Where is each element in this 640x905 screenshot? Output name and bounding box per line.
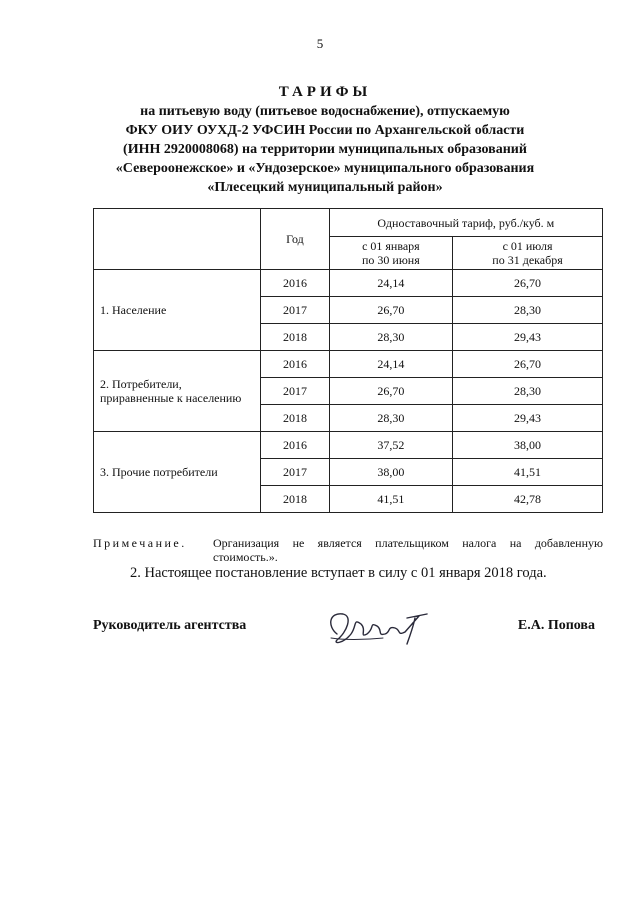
effective-date-clause: 2. Настоящее постановление вступает в силу с 01 января 2018 года.	[130, 565, 547, 581]
tariff-h2-cell: 26,70	[453, 351, 603, 378]
tariff-h2-cell: 26,70	[453, 270, 603, 297]
year-cell: 2016	[261, 270, 330, 297]
tariff-h1-cell: 24,14	[329, 351, 452, 378]
header-year: Год	[261, 209, 330, 270]
title-line-2: ФКУ ОИУ ОУХД-2 УФСИН России по Архангельской области	[125, 123, 525, 138]
document-title	[60, 83, 590, 197]
tariff-h2-cell: 29,43	[453, 405, 603, 432]
tariff-h2-cell: 38,00	[453, 432, 603, 459]
year-cell: 2018	[261, 324, 330, 351]
year-cell: 2018	[261, 405, 330, 432]
year-cell: 2018	[261, 486, 330, 513]
title-line-1: на питьевую воду (питьевое водоснабжение), отпускаемую	[140, 104, 510, 119]
tariff-h1-cell: 24,14	[329, 270, 452, 297]
category-cell: 3. Прочие потребители	[94, 432, 261, 513]
tariff-h2-cell: 41,51	[453, 459, 603, 486]
tariff-h1-cell: 28,30	[329, 324, 452, 351]
tariff-h2-cell: 28,30	[453, 297, 603, 324]
title-line-4: «Североонежское» и «Ундозерское» муниципального образования	[115, 161, 535, 176]
table-row	[94, 432, 603, 459]
signatory-name: Е.А. Попова	[517, 618, 595, 633]
title-line-5: «Плесецкий муниципальный район»	[207, 180, 443, 195]
tariff-h2-cell: 29,43	[453, 324, 603, 351]
header-period-2: с 01 июля по 31 декабря	[453, 237, 603, 270]
header-period-1: с 01 января по 30 июня	[329, 237, 452, 270]
tariff-h1-cell: 41,51	[329, 486, 452, 513]
note	[93, 536, 603, 564]
tariff-h2-cell: 42,78	[453, 486, 603, 513]
note-text: Организация не является плательщиком налога на добавленную стоимость.».	[213, 536, 603, 564]
header-tariff: Одноставочный тариф, руб./куб. м	[329, 209, 602, 237]
header-category	[94, 209, 261, 270]
note-label: Примечание.	[93, 536, 187, 550]
category-cell: 2. Потребители, приравненные к населению	[94, 351, 261, 432]
tariff-table	[93, 208, 603, 513]
handwritten-signature	[323, 604, 433, 655]
year-cell: 2016	[261, 432, 330, 459]
title-main: ТАРИФЫ	[278, 84, 372, 100]
table-row	[94, 351, 603, 378]
title-line-3: (ИНН 2920008068) на территории муниципальных образований	[123, 142, 527, 157]
year-cell: 2017	[261, 459, 330, 486]
tariff-h1-cell: 28,30	[329, 405, 452, 432]
tariff-h1-cell: 26,70	[329, 297, 452, 324]
category-cell: 1. Население	[94, 270, 261, 351]
tariff-h1-cell: 26,70	[329, 378, 452, 405]
tariff-h1-cell: 37,52	[329, 432, 452, 459]
year-cell: 2017	[261, 378, 330, 405]
tariff-h2-cell: 28,30	[453, 378, 603, 405]
signature-block	[93, 618, 603, 658]
table-row	[94, 270, 603, 297]
signatory-title: Руководитель агентства	[93, 618, 247, 633]
tariff-h1-cell: 38,00	[329, 459, 452, 486]
year-cell: 2016	[261, 351, 330, 378]
year-cell: 2017	[261, 297, 330, 324]
page-number: 5	[316, 36, 324, 51]
